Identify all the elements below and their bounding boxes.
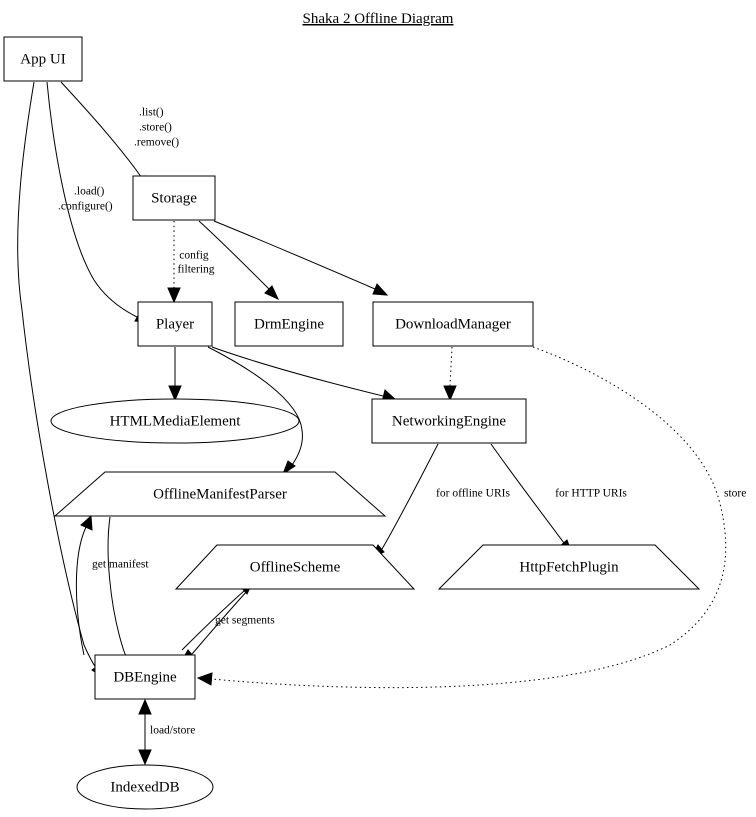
edge-downloadmanager-networkingengine — [444, 347, 456, 400]
edge-downloadmanager-dbengine — [198, 347, 726, 688]
node-label-storage: Storage — [151, 190, 197, 207]
node-label-offline-manifest-parser: OfflineManifestParser — [153, 486, 287, 503]
node-label-player: Player — [155, 316, 195, 333]
node-label-db-engine: DBEngine — [113, 669, 177, 686]
node-app-ui[interactable] — [4, 37, 82, 81]
edge-dbengine-offlinemanifestparser — [76, 516, 92, 655]
node-http-fetch-plugin[interactable] — [439, 545, 699, 589]
node-player[interactable] — [138, 302, 212, 346]
node-drm-engine[interactable] — [235, 302, 343, 346]
node-storage[interactable] — [133, 176, 215, 220]
edge-label-load-store: load/store — [150, 724, 196, 737]
edge-appui-dbengine — [18, 82, 104, 678]
edge-label-store-call: .store() — [139, 121, 172, 134]
node-download-manager[interactable] — [373, 302, 533, 346]
edge-networkingengine-offlinescheme — [371, 444, 438, 559]
diagram-title: Shaka 2 Offline Diagram — [302, 11, 454, 27]
node-label-app-ui: App UI — [20, 51, 66, 68]
node-offline-scheme[interactable] — [176, 545, 414, 589]
edge-label-configure: .configure() — [58, 200, 113, 213]
edge-label-store: store — [724, 487, 747, 500]
node-label-download-manager: DownloadManager — [395, 316, 511, 333]
edge-label-for-http-uris: for HTTP URIs — [555, 487, 627, 500]
edge-label-filtering: filtering — [177, 263, 215, 276]
edge-label-load: .load() — [74, 185, 105, 198]
node-indexed-db[interactable] — [77, 765, 213, 809]
node-offline-manifest-parser[interactable] — [55, 472, 385, 516]
edge-player-htmlmediaelement — [169, 347, 181, 400]
edge-appui-storage — [61, 82, 150, 189]
edge-label-get-manifest: get manifest — [92, 558, 149, 571]
edge-label-list: .list() — [139, 106, 164, 119]
edge-storage-player — [168, 221, 180, 302]
node-label-drm-engine: DrmEngine — [254, 316, 324, 333]
node-label-html-media-element: HTMLMediaElement — [109, 413, 241, 430]
edge-label-config: config — [179, 249, 209, 262]
edge-label-for-offline-uris: for offline URIs — [436, 487, 510, 500]
edge-label-get-segments: get segments — [215, 614, 275, 627]
node-label-http-fetch-plugin: HttpFetchPlugin — [519, 559, 619, 576]
edge-offlinescheme-dbengine — [180, 590, 248, 664]
node-label-networking-engine: NetworkingEngine — [391, 413, 507, 430]
edge-player-networkingengine — [212, 347, 396, 402]
edge-offlinemanifestparser-dbengine — [108, 517, 138, 676]
edge-storage-drmengine — [199, 221, 278, 299]
node-label-offline-scheme: OfflineScheme — [249, 559, 341, 576]
edge-storage-downloadmanager — [214, 221, 387, 295]
node-label-indexed-db: IndexedDB — [110, 779, 180, 796]
node-networking-engine[interactable] — [372, 399, 526, 443]
node-html-media-element[interactable] — [51, 399, 299, 443]
node-db-engine[interactable] — [95, 655, 195, 699]
nodes-layer — [4, 37, 699, 809]
edge-label-remove: .remove() — [134, 136, 180, 149]
